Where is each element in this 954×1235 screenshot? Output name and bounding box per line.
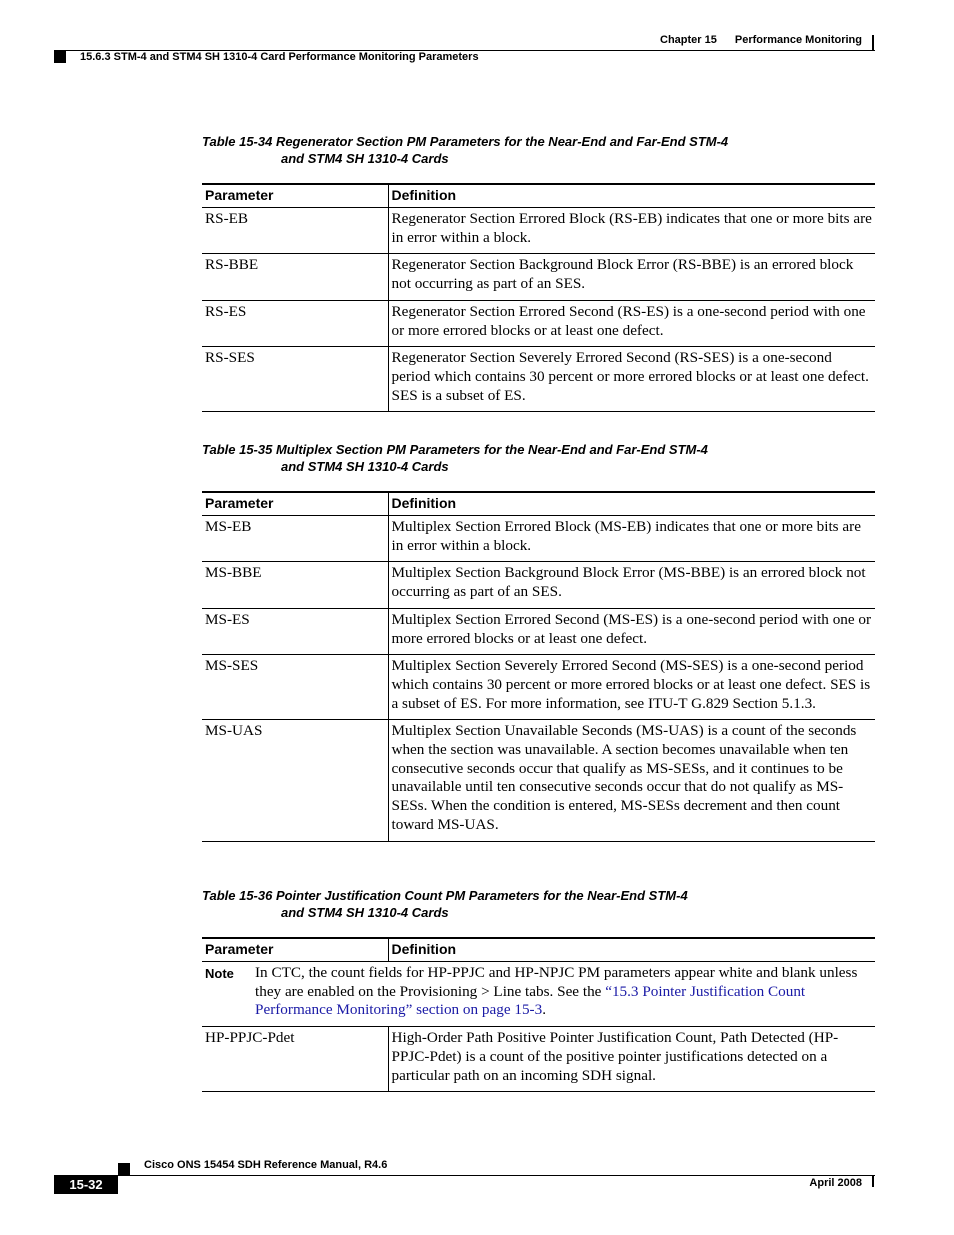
column-header-parameter: Parameter (202, 184, 388, 208)
parameter-cell: HP-PPJC-Pdet (202, 1027, 388, 1092)
table-row (202, 300, 875, 346)
table-row (202, 655, 875, 720)
caption-line-2: and STM4 SH 1310-4 Cards (281, 459, 449, 474)
parameter-cell: RS-EB (202, 208, 388, 254)
table-row (202, 562, 875, 608)
note-label: Note (205, 966, 234, 981)
table-15-34 (202, 183, 875, 412)
chapter-number: Chapter 15 (660, 34, 717, 46)
parameter-cell: MS-EB (202, 516, 388, 562)
table-caption-15-36 (202, 887, 688, 921)
note-text-after: . (542, 1001, 547, 1019)
cross-reference-link[interactable]: “15.3 Pointer Justification Count Performance Monitoring” section on page 15-3 (255, 982, 806, 1019)
note-text (255, 964, 867, 1020)
caption-line-2: and STM4 SH 1310-4 Cards (281, 151, 449, 166)
footer-marker-bar (872, 1175, 874, 1187)
table-row (202, 516, 875, 562)
caption-line-1: Table 15-34 Regenerator Section PM Parameters for the Near-End and Far-End STM-4 (202, 134, 729, 149)
column-header-parameter: Parameter (202, 938, 388, 962)
header-square-marker (54, 51, 66, 63)
table-header-row (202, 492, 875, 516)
footer-rule (54, 1175, 875, 1176)
parameter-cell: MS-SES (202, 655, 388, 720)
publication-date: April 2008 (809, 1177, 862, 1189)
running-header (660, 34, 862, 46)
caption-line-2: and STM4 SH 1310-4 Cards (281, 905, 449, 920)
parameter-cell: RS-SES (202, 347, 388, 412)
manual-title: Cisco ONS 15454 SDH Reference Manual, R4.6 (144, 1159, 388, 1171)
definition-cell: Regenerator Section Background Block Error (RS-BBE) is an errored block not occurring as part of an SES. (388, 254, 875, 300)
parameter-cell: MS-UAS (202, 720, 388, 841)
footer-square-marker (118, 1163, 130, 1175)
section-heading: 15.6.3 STM-4 and STM4 SH 1310-4 Card Performance Monitoring Parameters (80, 51, 479, 63)
table-header-row (202, 184, 875, 208)
table-row (202, 347, 875, 412)
parameter-cell: RS-ES (202, 300, 388, 346)
table-15-36 (202, 937, 875, 1092)
note-cell (202, 962, 875, 1027)
column-header-definition: Definition (388, 184, 875, 208)
definition-cell: Multiplex Section Errored Second (MS-ES) is a one-second period with one or more errored blocks or at least one defect. (388, 608, 875, 654)
table-row (202, 720, 875, 841)
chapter-title: Performance Monitoring (734, 34, 862, 46)
header-marker-bar (872, 35, 874, 50)
parameter-cell: MS-BBE (202, 562, 388, 608)
caption-line-1: Table 15-36 Pointer Justification Count PM Parameters for the Near-End STM-4 (202, 888, 688, 903)
table-row (202, 254, 875, 300)
table-caption-15-35 (202, 441, 708, 475)
definition-cell: Multiplex Section Severely Errored Second (MS-SES) is a one-second period which contains 30 percent or more errored blocks or at least one defect. SES is a subset of ES. For more information, see ITU-T G.829 Section 5.1.3. (388, 655, 875, 720)
table-15-35 (202, 491, 875, 842)
table-row (202, 1027, 875, 1092)
definition-cell: Multiplex Section Unavailable Seconds (MS-UAS) is a count of the seconds when the section was unavailable. A section becomes unavailable when ten consecutive seconds occur that qualify as MS-SESs, and it continues to be unavailable until ten consecutive seconds occur that do not qualify as MS-SESs. When the condition is entered, MS-SESs decrement and then count toward MS-UAS. (388, 720, 875, 841)
caption-line-1: Table 15-35 Multiplex Section PM Parameters for the Near-End and Far-End STM-4 (202, 442, 708, 457)
note-row (202, 962, 875, 1027)
table-caption-15-34 (202, 133, 728, 167)
parameter-cell: RS-BBE (202, 254, 388, 300)
definition-cell: High-Order Path Positive Pointer Justification Count, Path Detected (HP-PPJC-Pdet) is a count of the positive pointer justifications detected on a particular path on an incoming SDH signal. (388, 1027, 875, 1092)
parameter-cell: MS-ES (202, 608, 388, 654)
note-text-before: In CTC, the count fields for HP-PPJC and HP-NPJC PM parameters appear white and blank unless they are enabled on the Provisioning > Line tabs. See the (255, 964, 858, 1000)
definition-cell: Multiplex Section Errored Block (MS-EB) indicates that one or more bits are in error within a block. (388, 516, 875, 562)
definition-cell: Multiplex Section Background Block Error (MS-BBE) is an errored block not occurring as part of an SES. (388, 562, 875, 608)
table-row (202, 208, 875, 254)
column-header-definition: Definition (388, 492, 875, 516)
page-number: 15-32 (54, 1175, 118, 1194)
column-header-parameter: Parameter (202, 492, 388, 516)
table-header-row (202, 938, 875, 962)
definition-cell: Regenerator Section Severely Errored Second (RS-SES) is a one-second period which contains 30 percent or more errored blocks or at least one defect. SES is a subset of ES. (388, 347, 875, 412)
column-header-definition: Definition (388, 938, 875, 962)
definition-cell: Regenerator Section Errored Block (RS-EB) indicates that one or more bits are in error within a block. (388, 208, 875, 254)
table-row (202, 608, 875, 654)
definition-cell: Regenerator Section Errored Second (RS-ES) is a one-second period with one or more errored blocks or at least one defect. (388, 300, 875, 346)
